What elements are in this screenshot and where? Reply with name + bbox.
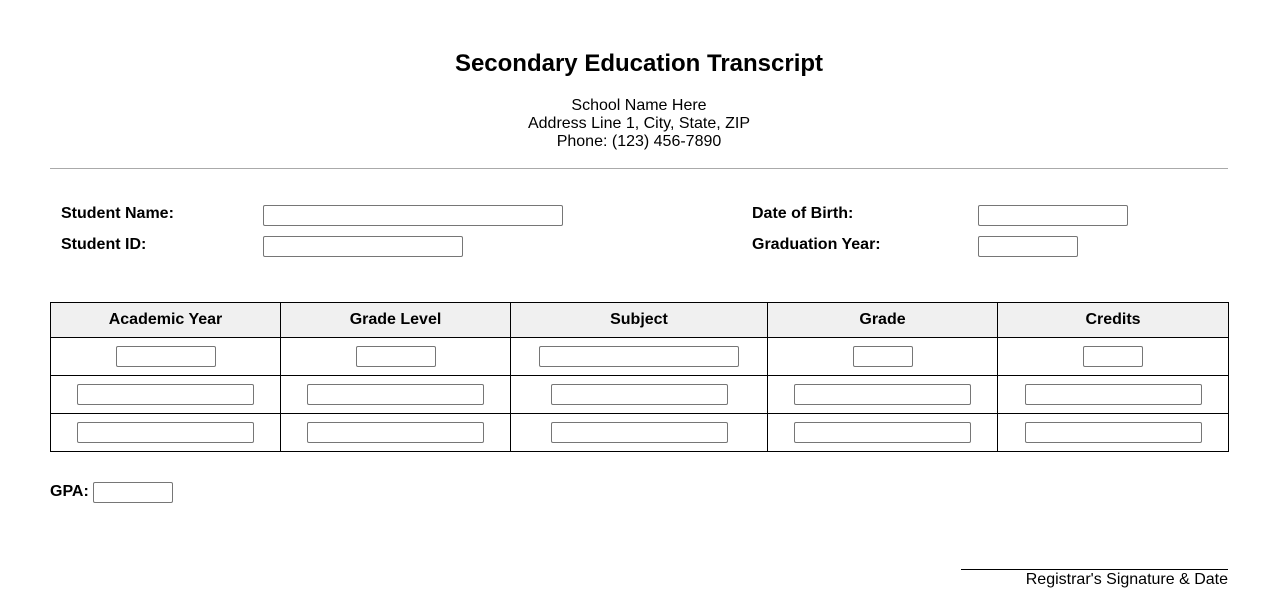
graduation-year-input[interactable] (978, 236, 1078, 257)
table-cell (51, 414, 281, 452)
table-row (51, 376, 1229, 414)
courses-table (50, 302, 1229, 452)
table-cell (511, 338, 768, 376)
table-cell (281, 376, 511, 414)
table-cell (51, 338, 281, 376)
document-title: Secondary Education Transcript (454, 50, 824, 77)
table-header-row (51, 303, 1229, 338)
date-of-birth-input[interactable] (978, 205, 1128, 226)
credits-input[interactable] (1025, 384, 1202, 405)
table-cell (511, 376, 768, 414)
table-cell (511, 414, 768, 452)
table-cell (768, 376, 998, 414)
student-id-input[interactable] (263, 236, 463, 257)
signature-label: Registrar's Signature & Date (1025, 571, 1228, 588)
gpa-input[interactable] (93, 482, 173, 503)
academic-year-input[interactable] (77, 422, 254, 443)
table-cell (768, 338, 998, 376)
grade-level-input[interactable] (307, 422, 484, 443)
school-name: School Name Here (571, 97, 707, 114)
school-address: Address Line 1, City, State, ZIP (527, 115, 751, 132)
academic-year-input[interactable] (116, 346, 216, 367)
header-divider (50, 168, 1228, 169)
table-cell (768, 414, 998, 452)
credits-input[interactable] (1025, 422, 1202, 443)
column-header-academic-year: Academic Year (51, 303, 281, 338)
school-phone: Phone: (123) 456-7890 (556, 133, 722, 150)
date-of-birth-label: Date of Birth: (752, 205, 854, 222)
gpa-label: GPA: (50, 483, 89, 500)
table-row (51, 414, 1229, 452)
student-name-input[interactable] (263, 205, 563, 226)
academic-year-input[interactable] (77, 384, 254, 405)
student-id-label: Student ID: (61, 236, 147, 253)
table-cell (998, 414, 1229, 452)
column-header-credits: Credits (998, 303, 1229, 338)
grade-level-input[interactable] (356, 346, 436, 367)
subject-input[interactable] (539, 346, 739, 367)
credits-input[interactable] (1083, 346, 1143, 367)
table-row (51, 338, 1229, 376)
subject-input[interactable] (551, 384, 728, 405)
table-cell (281, 414, 511, 452)
table-cell (281, 338, 511, 376)
grade-level-input[interactable] (307, 384, 484, 405)
school-info (0, 97, 1278, 151)
signature-line (961, 569, 1228, 570)
grade-input[interactable] (853, 346, 913, 367)
student-name-label: Student Name: (61, 205, 174, 222)
table-cell (998, 338, 1229, 376)
grade-input[interactable] (794, 422, 971, 443)
column-header-grade: Grade (768, 303, 998, 338)
table-cell (51, 376, 281, 414)
column-header-grade-level: Grade Level (281, 303, 511, 338)
subject-input[interactable] (551, 422, 728, 443)
column-header-subject: Subject (511, 303, 768, 338)
table-cell (998, 376, 1229, 414)
grade-input[interactable] (794, 384, 971, 405)
graduation-year-label: Graduation Year: (752, 236, 881, 253)
